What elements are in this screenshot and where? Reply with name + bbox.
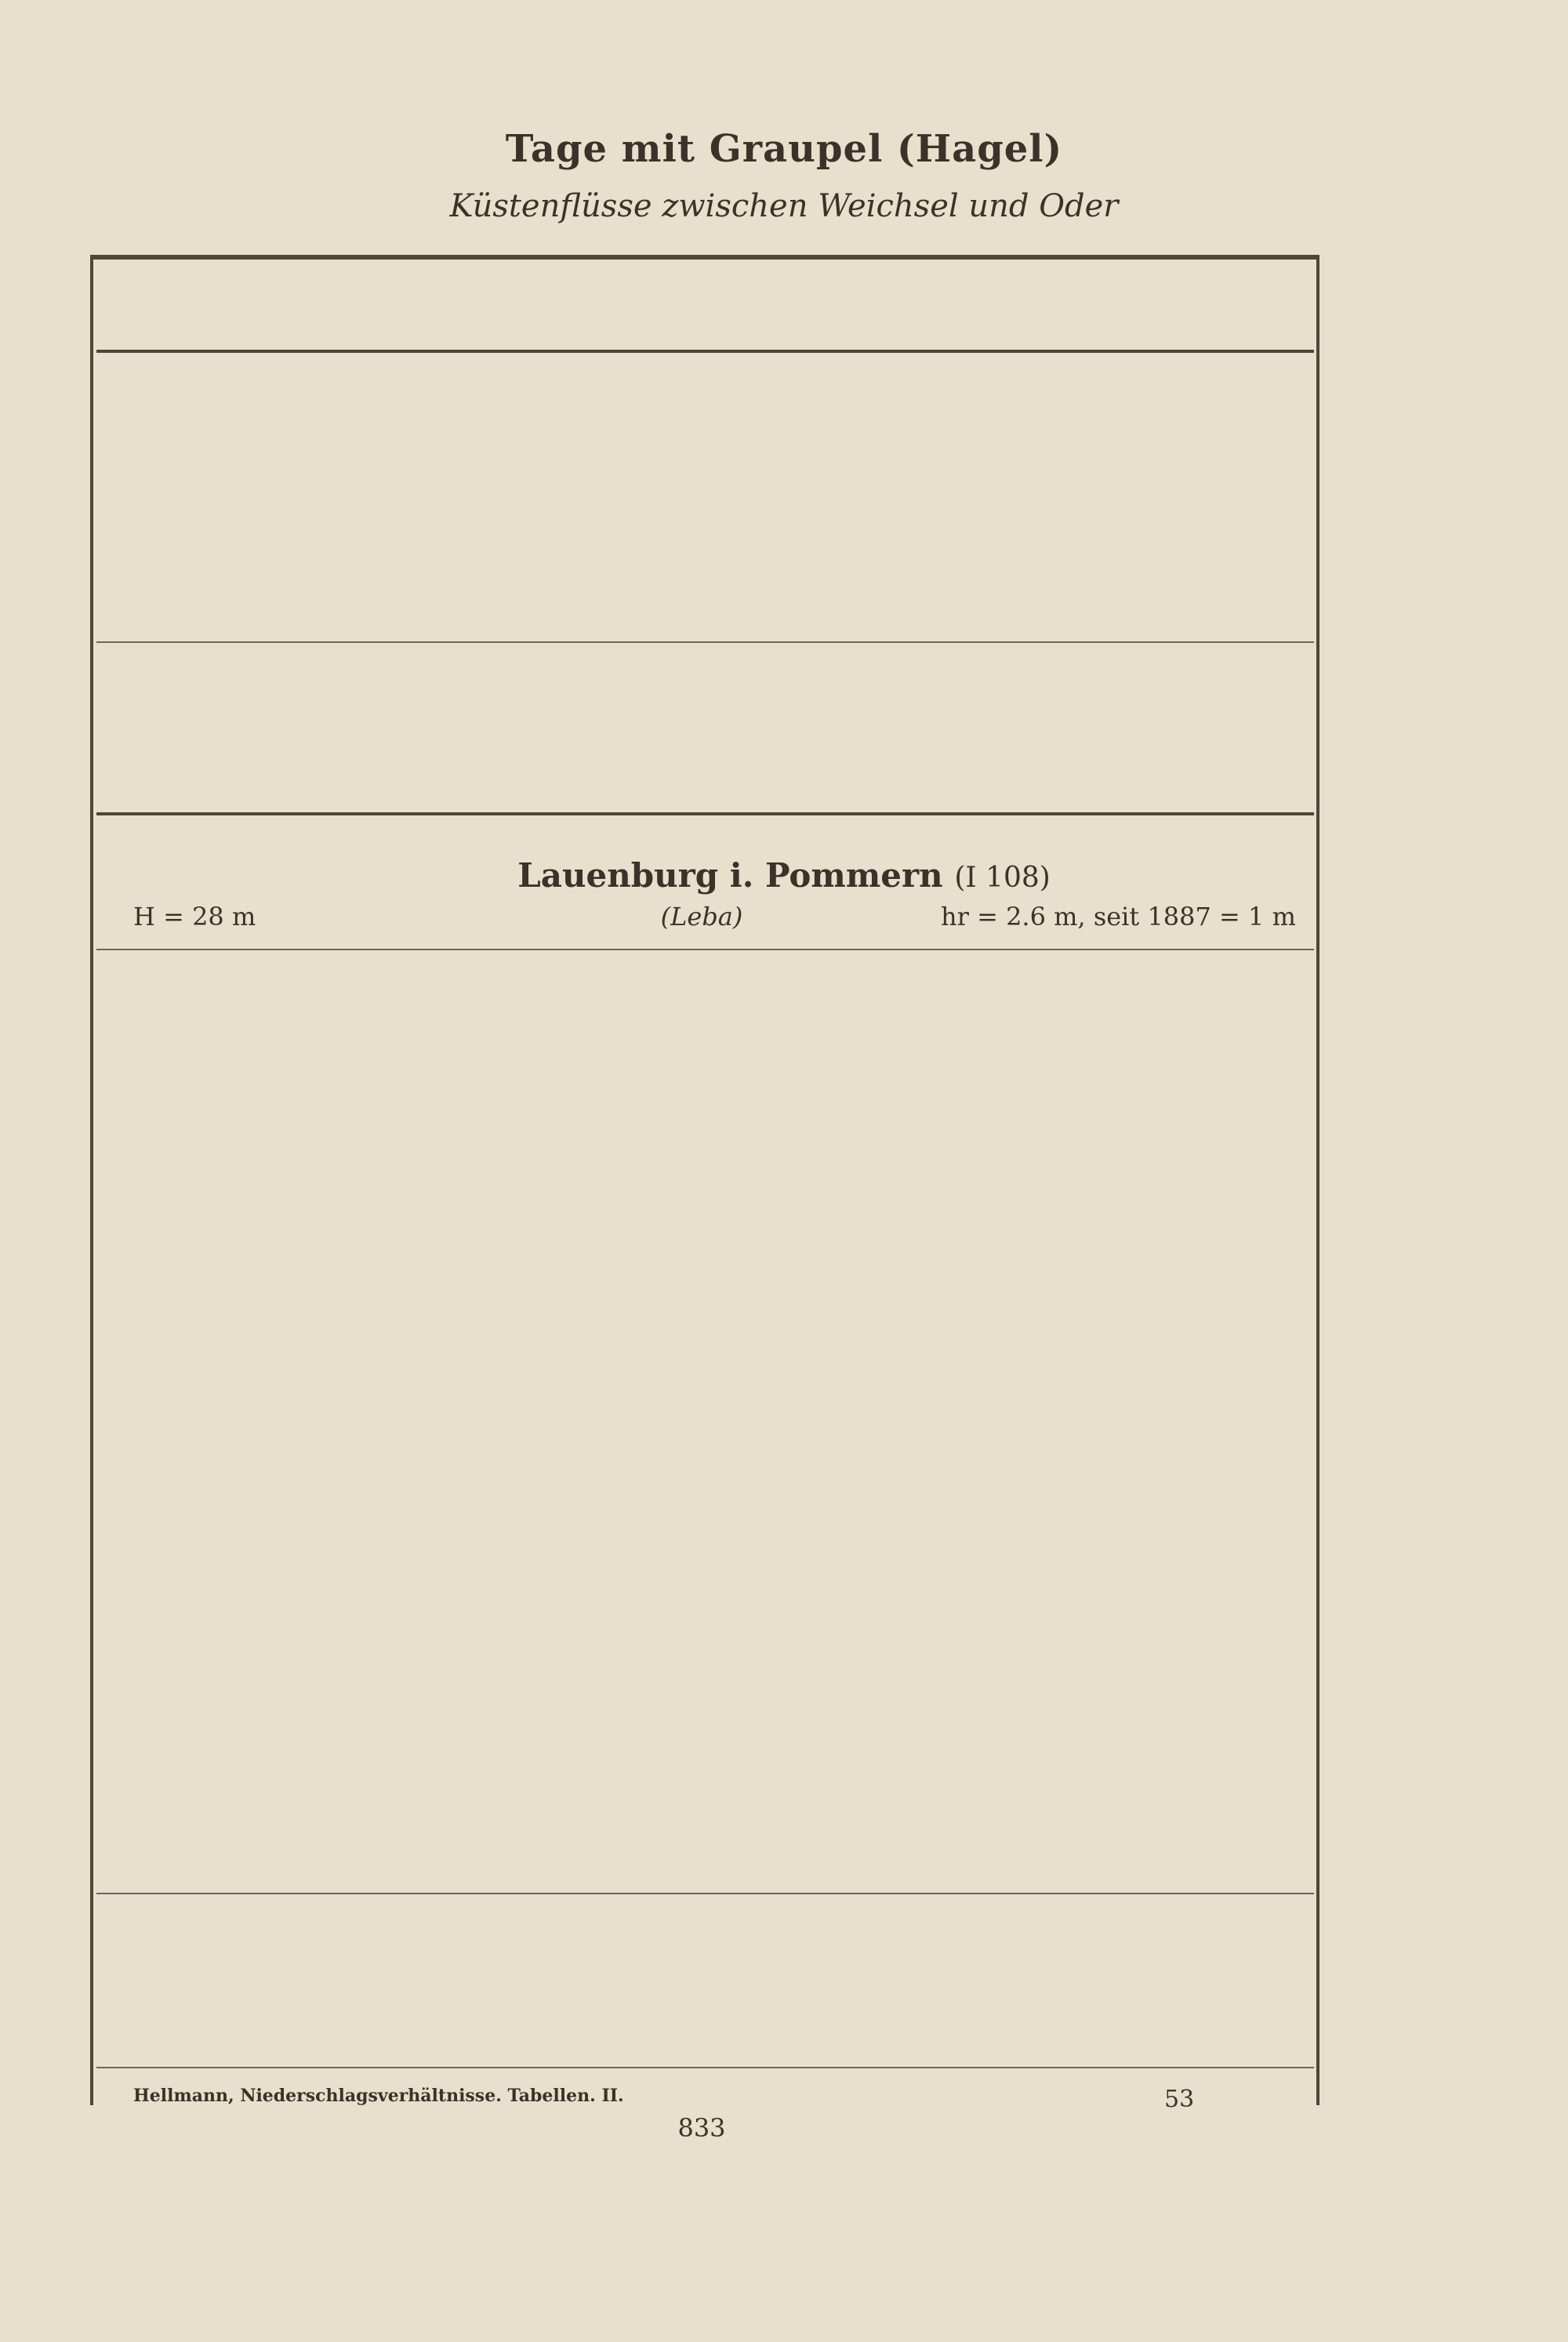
table-frame bbox=[90, 255, 1319, 2105]
station-heading bbox=[0, 856, 1568, 895]
station-gauge: hr = 2.6 m, seit 1887 = 1 m bbox=[941, 902, 1296, 931]
table2-end-rule bbox=[96, 2067, 1314, 2068]
page-subtitle: Küstenflüsse zwischen Weichsel und Oder bbox=[449, 188, 1119, 224]
table2-top-rule bbox=[96, 949, 1314, 950]
table1-sum-rule bbox=[96, 641, 1314, 643]
table1-end-rule bbox=[96, 812, 1314, 815]
table2-sum-rule bbox=[96, 1893, 1314, 1894]
page-number: 833 bbox=[677, 2113, 726, 2143]
footer-sheet-number: 53 bbox=[1164, 2086, 1195, 2113]
station-code: (I 108) bbox=[954, 862, 1051, 894]
page-title: Tage mit Graupel (Hagel) bbox=[505, 127, 1063, 171]
station-location: (Leba) bbox=[660, 902, 743, 931]
station-name: Lauenburg i. Pommern bbox=[517, 856, 943, 895]
header-rule bbox=[96, 350, 1314, 353]
station-height: H = 28 m bbox=[133, 902, 256, 931]
footer-source: Hellmann, Niederschlagsverhältnisse. Tabellen. II. bbox=[133, 2086, 624, 2106]
